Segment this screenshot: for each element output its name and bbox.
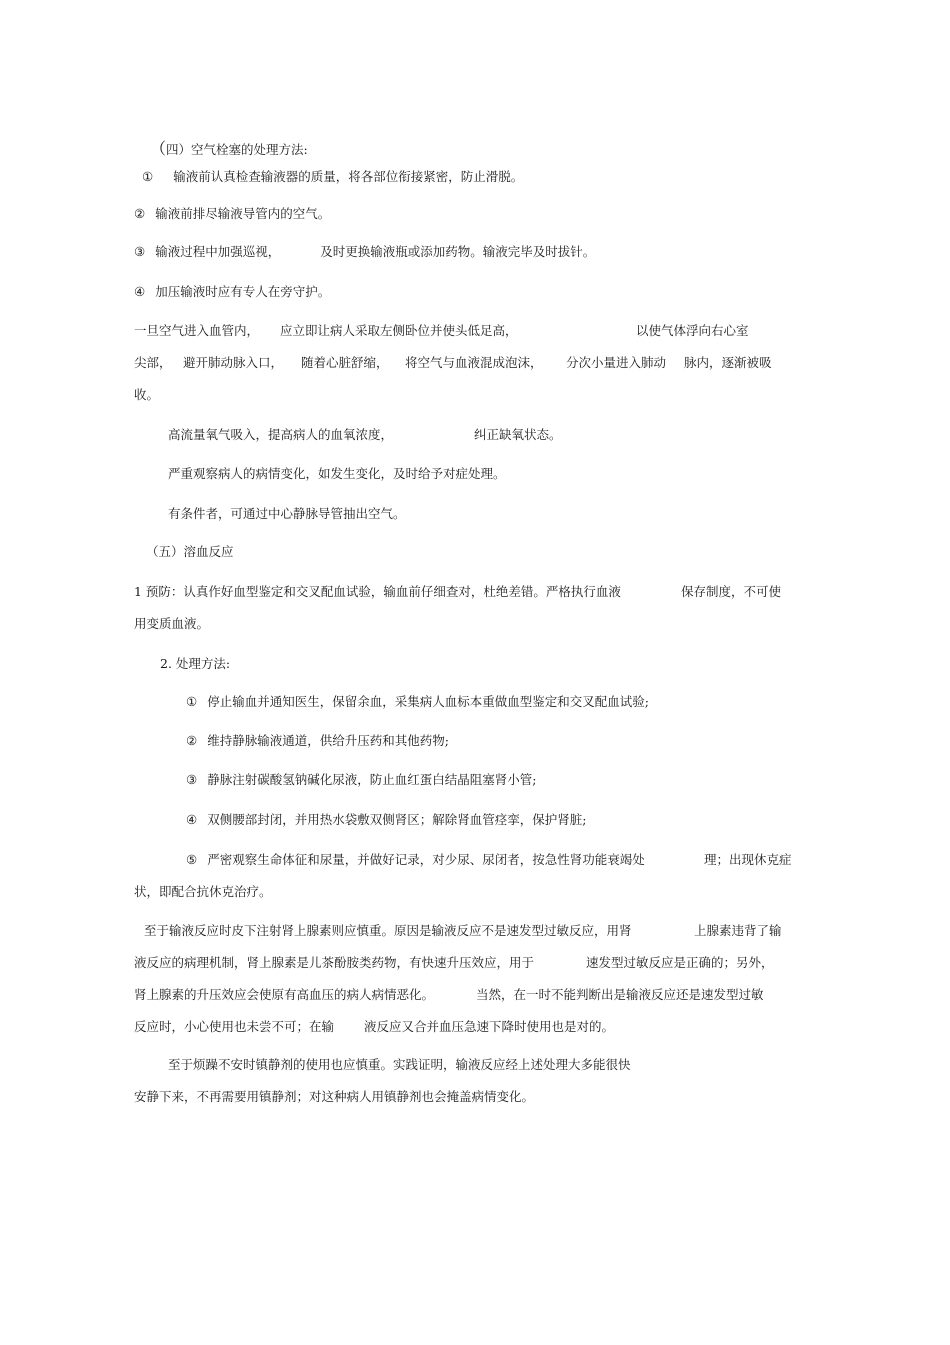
step-marker: ④ — [186, 812, 198, 827]
section5-heading — [146, 543, 234, 561]
oxygen-line-a — [168, 426, 393, 444]
discussion-p1-l4-b — [364, 1018, 614, 1036]
prevention-line1-b — [681, 583, 781, 601]
treatment-step-5-b — [704, 851, 792, 869]
position-para-line2-c — [301, 354, 389, 372]
treatment-step-5-line2 — [134, 883, 272, 901]
text-seg: 安静下来，不再需要用镇静剂；对这种病人用镇静剂也会掩盖病情变化。 — [134, 1089, 535, 1104]
step-text: 停止输血并通知医生，保留余血，采集病人血标本重做血型鉴定和交叉配血试验; — [207, 694, 649, 709]
air-embolism-item-3 — [134, 243, 595, 261]
step-marker: ② — [186, 733, 198, 748]
observe-line — [168, 465, 506, 483]
discussion-p1-l1-b — [694, 922, 782, 940]
text-seg: 脉内，逐渐被吸 — [684, 355, 772, 370]
text-seg: 严重观察病人的病情变化，如发生变化，及时给予对症处理。 — [168, 466, 506, 481]
item-text: 输液前认真检查输液器的质量，将各部位衔接紧密，防止滑脱。 — [173, 169, 524, 184]
text-seg: 液反应的病理机制，肾上腺素是儿茶酚胺类药物，有快速升压效应，用于 — [134, 955, 535, 970]
discussion-p1-l3-b — [476, 986, 764, 1004]
text-seg: 反应时，小心使用也未尝不可；在输 — [134, 1019, 335, 1034]
position-para-line3 — [134, 386, 159, 404]
text-seg: 避开肺动脉入口， — [183, 355, 284, 370]
text-seg: 纠正缺氧状态。 — [474, 427, 562, 442]
position-para-line2-a — [134, 354, 172, 372]
text-seg: 2. 处理方法: — [160, 656, 231, 671]
air-embolism-item-4 — [134, 283, 330, 301]
text-seg: 当然，在一时不能判断出是输液反应还是速发型过敏 — [476, 987, 764, 1002]
item-marker: ① — [142, 169, 154, 184]
text-seg: 用变质血液。 — [134, 616, 210, 631]
text-seg: 肾上腺素的升压效应会使原有高血压的病人病情恶化。 — [134, 987, 435, 1002]
step-text: 双侧腰部封闭，并用热水袋敷双侧肾区；解除肾血管痉挛，保护肾脏; — [207, 812, 587, 827]
text-seg: 至于输液反应时皮下注射肾上腺素则应慎重。原因是输液反应不是速发型过敏反应，用肾 — [144, 923, 632, 938]
discussion-p1-l2-a — [134, 954, 534, 972]
treatment-step-4 — [186, 811, 586, 829]
text-seg: 收。 — [134, 387, 160, 402]
text-seg: 理；出现休克症 — [704, 852, 792, 867]
text-seg: 尖部， — [134, 355, 172, 370]
position-para-line1-c — [636, 322, 749, 340]
text-seg: 有条件者，可通过中心静脉导管抽出空气。 — [168, 506, 406, 521]
text-seg: 分次小量进入肺动 — [566, 355, 667, 370]
step-text: 维持静脉输液通道，供给升压药和其他药物; — [207, 733, 449, 748]
text-seg: 1 预防：认真作好血型鉴定和交叉配血试验，输血前仔细查对，杜绝差错。严格执行血液 — [134, 584, 621, 599]
section4-heading — [150, 140, 308, 159]
text-seg: 至于烦躁不安时镇静剂的使用也应慎重。实践证明，输液反应经上述处理大多能很快 — [168, 1057, 631, 1072]
text-seg: 保存制度，不可使 — [681, 584, 782, 599]
item-text: 加压输液时应有专人在旁守护。 — [155, 284, 331, 299]
text-seg: 速发型过敏反应是正确的；另外， — [586, 955, 774, 970]
position-para-line2-d — [405, 354, 543, 372]
text-seg: 一旦空气进入血管内， — [134, 323, 260, 338]
section4-heading-text: 四）空气栓塞的处理方法: — [166, 142, 308, 157]
text-seg: 以使气体浮向右心室 — [636, 323, 749, 338]
item-text-a: 输液过程中加强巡视， — [155, 244, 281, 259]
text-seg: 应立即让病人采取左侧卧位并使头低足高， — [280, 323, 518, 338]
position-para-line2-f — [684, 354, 772, 372]
air-embolism-item-1 — [142, 168, 523, 186]
item-text-b: 及时更换输液瓶或添加药物。输液完毕及时拔针。 — [320, 244, 596, 259]
air-embolism-item-2 — [134, 205, 330, 223]
central-venous-line — [168, 505, 406, 523]
text-seg: 液反应又合并血压急速下降时使用也是对的。 — [364, 1019, 615, 1034]
text-seg: 上腺素违背了输 — [694, 923, 782, 938]
treatment-step-3 — [186, 771, 536, 789]
item-marker: ② — [134, 206, 146, 221]
discussion-p1-l4-a — [134, 1018, 334, 1036]
heading-paren: （ — [150, 139, 167, 158]
discussion-p2-l1 — [168, 1056, 631, 1074]
treatment-step-2 — [186, 732, 449, 750]
text-seg: 高流量氧气吸入，提高病人的血氧浓度， — [168, 427, 394, 442]
step-marker: ① — [186, 694, 198, 709]
treatment-heading — [160, 655, 230, 673]
step-marker: ③ — [186, 772, 198, 787]
prevention-line2 — [134, 615, 209, 633]
item-text: 输液前排尽输液导管内的空气。 — [155, 206, 331, 221]
treatment-step-1 — [186, 693, 649, 711]
step-marker: ⑤ — [186, 852, 198, 867]
position-para-line1-b — [280, 322, 518, 340]
position-para-line2-e — [566, 354, 666, 372]
oxygen-line-b — [474, 426, 562, 444]
text-seg: 随着心脏舒缩， — [301, 355, 389, 370]
discussion-p1-l3-a — [134, 986, 434, 1004]
step-text: 静脉注射碳酸氢钠碱化尿液，防止血红蛋白结晶阻塞肾小管; — [207, 772, 537, 787]
discussion-p1-l1-a — [144, 922, 632, 940]
prevention-line1-a — [134, 583, 621, 601]
treatment-step-5 — [186, 851, 645, 869]
text-seg: 状，即配合抗休克治疗。 — [134, 884, 272, 899]
section5-heading-text: （五）溶血反应 — [146, 544, 234, 559]
step-text-a: 严密观察生命体征和尿量，并做好记录，对少尿、尿闭者，按急性肾功能衰竭处 — [207, 852, 645, 867]
position-para-line2-b — [183, 354, 283, 372]
item-marker: ④ — [134, 284, 146, 299]
item-marker: ③ — [134, 244, 146, 259]
discussion-p1-l2-b — [586, 954, 774, 972]
text-seg: 将空气与血液混成泡沫， — [405, 355, 543, 370]
position-para-line1 — [134, 322, 259, 340]
discussion-p2-l2 — [134, 1088, 534, 1106]
